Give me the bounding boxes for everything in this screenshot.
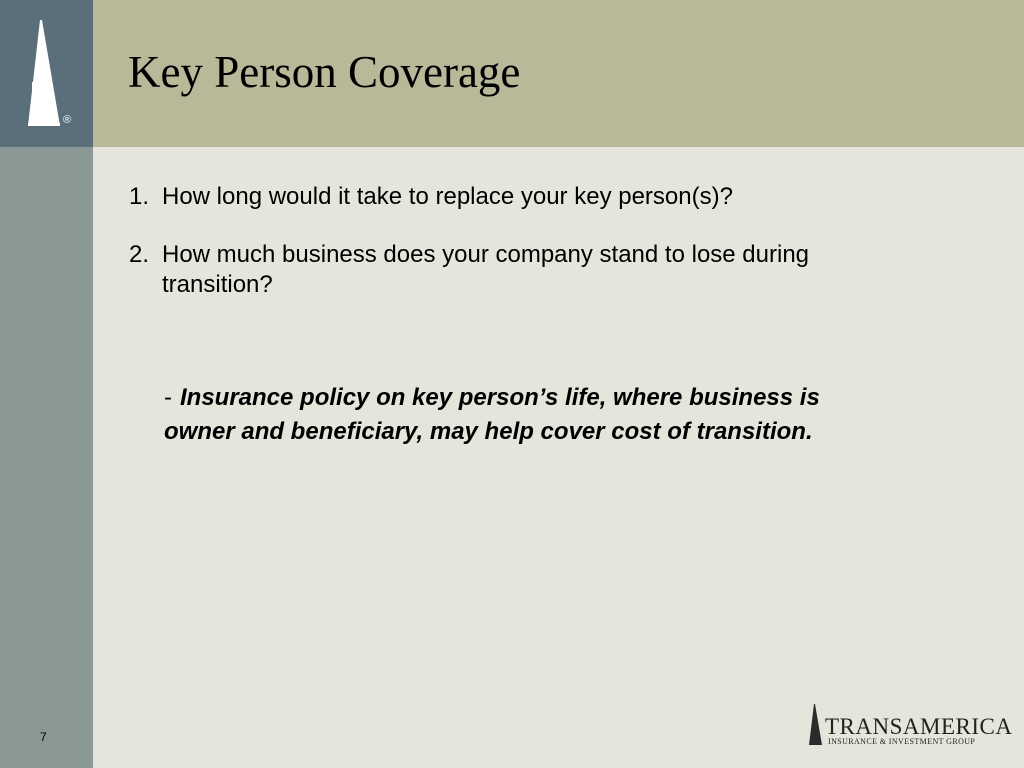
note-text: Insurance policy on key person’s life, where business is owner and beneficiary, may help cover cost of transition. bbox=[164, 384, 820, 445]
transamerica-logo bbox=[808, 704, 1013, 748]
brand-tagline: INSURANCE & INVESTMENT GROUP bbox=[828, 737, 976, 746]
note-dash: - bbox=[164, 384, 172, 411]
question-item-2 bbox=[129, 240, 869, 300]
question-number: 1. bbox=[129, 183, 150, 210]
pyramid-tower-icon bbox=[808, 704, 824, 746]
question-item-1 bbox=[129, 182, 869, 212]
pyramid-tower-logo-icon bbox=[26, 20, 66, 130]
sidebar-panel bbox=[0, 147, 93, 768]
page-number: 7 bbox=[40, 730, 47, 744]
registered-mark: ® bbox=[63, 114, 72, 126]
key-note bbox=[164, 381, 884, 449]
question-text: How much business does your company stand to lose during transition? bbox=[162, 241, 810, 298]
brand-name: TRANSAMERICA bbox=[825, 714, 1013, 739]
question-text: How long would it take to replace your key person(s)? bbox=[162, 183, 733, 210]
slide-title: Key Person Coverage bbox=[128, 47, 521, 97]
question-number: 2. bbox=[129, 241, 150, 268]
